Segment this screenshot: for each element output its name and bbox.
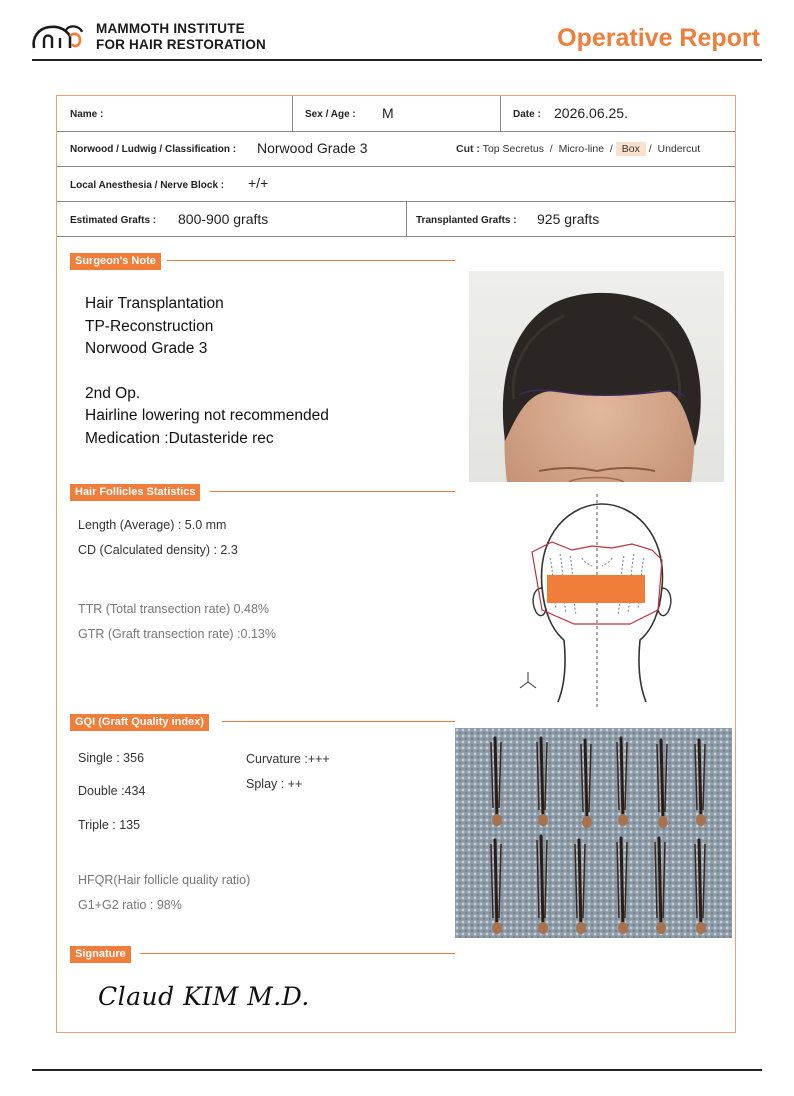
gqi-double: Double :434 (78, 784, 146, 798)
follicle-stats-heading: Hair Follicles Statistics (70, 484, 200, 501)
section-rule (210, 491, 455, 492)
surgeons-note-text (85, 293, 329, 450)
cut-options (456, 143, 700, 155)
estimated-grafts-label: Estimated Grafts : (70, 215, 157, 226)
note-line (85, 361, 329, 383)
logo-line-2: FOR HAIR RESTORATION (96, 37, 267, 52)
cut-separator: / (609, 143, 613, 155)
elephant-icon (30, 20, 90, 52)
divider (292, 96, 293, 131)
sex-age-value: M (382, 105, 394, 121)
surgeon-signature: Claud KIM M.D. (98, 982, 310, 1011)
calculated-density: CD (Calculated density) : 2.3 (78, 543, 238, 557)
estimated-grafts-value: 800-900 grafts (178, 211, 269, 227)
cut-option-undercut: Undercut (657, 143, 701, 155)
graft-samples-photo (455, 728, 732, 938)
cut-separator: / (648, 143, 652, 155)
cut-option-top-secretus: Top Secretus (482, 143, 544, 155)
g1-g2-ratio: G1+G2 ratio : 98% (78, 898, 182, 912)
date-label: Date : (513, 109, 541, 120)
document-title: Operative Report (557, 24, 760, 52)
name-label: Name : (70, 109, 104, 120)
transplanted-grafts-value: 925 grafts (537, 211, 600, 227)
divider (406, 201, 407, 236)
note-line: Hair Transplantation (85, 295, 224, 312)
note-line: TP-Reconstruction (85, 317, 214, 335)
gqi-heading: GQI (Graft Quality index) (70, 714, 209, 731)
cut-separator: / (549, 143, 553, 155)
note-line: Norwood Grade 3 (85, 340, 208, 357)
note-line: 2nd Op. (85, 384, 141, 402)
anesthesia-label: Local Anesthesia / Nerve Block : (70, 180, 225, 191)
patient-scalp-photo (469, 271, 724, 482)
cut-option-micro-line: Micro-line (558, 143, 605, 155)
date-value: 2026.06.25. (554, 105, 628, 121)
hfqr-label: HFQR(Hair follicle quality ratio) (78, 873, 251, 887)
graft-transection-rate: GTR (Graft transection rate) :0.13% (78, 627, 276, 641)
note-line: Hairline lowering not recommended (85, 407, 329, 424)
section-rule (222, 721, 455, 722)
section-rule (167, 260, 455, 261)
classification-label: Norwood / Ludwig / Classification : (70, 144, 237, 155)
header-divider (32, 59, 762, 61)
note-line: Medication :Dutasteride rec (85, 429, 274, 447)
length-average: Length (Average) : 5.0 mm (78, 518, 227, 532)
section-rule (140, 953, 455, 954)
row-classification (57, 131, 735, 167)
cut-label: Cut : (456, 143, 480, 155)
classification-value: Norwood Grade 3 (257, 140, 368, 156)
report-frame (56, 95, 736, 1033)
gqi-triple: Triple : 135 (78, 818, 141, 832)
surgeons-note-heading: Surgeon's Note (70, 253, 161, 270)
anesthesia-value: +/+ (248, 175, 269, 191)
logo-line-1: MAMMOTH INSTITUTE (96, 21, 245, 36)
signature-heading: Signature (70, 946, 131, 963)
donor-area-diagram (512, 492, 692, 717)
gqi-single: Single : 356 (78, 751, 145, 765)
divider (500, 96, 501, 131)
row-anesthesia (57, 166, 735, 202)
gqi-splay: Splay : ++ (246, 777, 303, 791)
row-grafts (57, 201, 735, 237)
logo-text (96, 21, 266, 53)
transplanted-grafts-label: Transplanted Grafts : (416, 215, 517, 226)
gqi-curvature: Curvature :+++ (246, 752, 330, 766)
footer-divider (32, 1069, 762, 1071)
row-patient-info (57, 96, 735, 132)
sex-age-label: Sex / Age : (305, 109, 356, 120)
cut-option-box-selected: Box (616, 142, 646, 156)
total-transection-rate: TTR (Total transection rate) 0.48% (78, 602, 270, 616)
